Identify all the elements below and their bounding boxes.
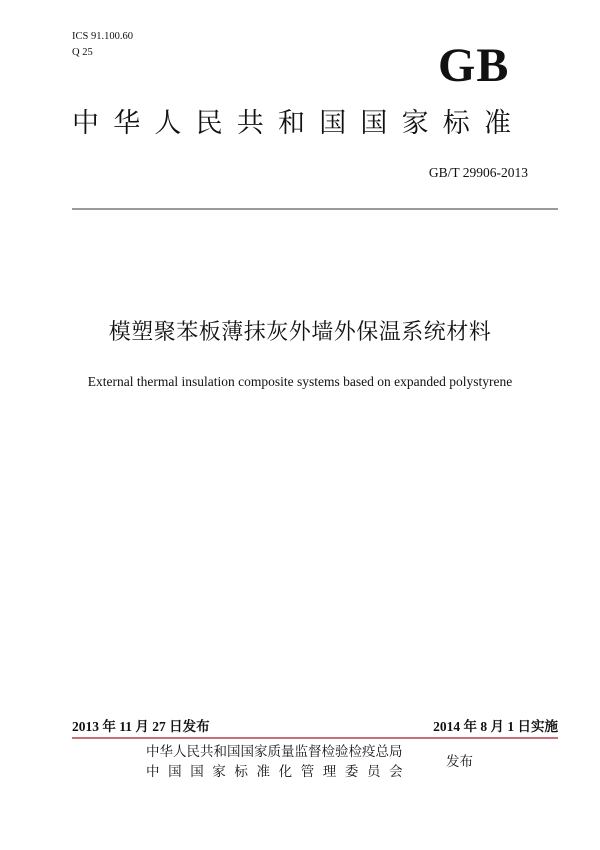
national-standard-heading: 中华人民共和国国家标准 [72,108,526,139]
standard-number: GB/T 29906-2013 [428,165,528,180]
ics-code: ICS 91.100.60 [72,31,133,42]
issuer-aqsiq: 中华人民共和国国家质量监督检验检疫总局 [146,744,403,760]
footer-divider [72,737,558,739]
issuer-sac: 中国国家标准化管理委员会 [146,764,412,780]
header-divider [72,208,558,210]
gb-logo: GB [438,39,510,92]
implementation-date: 2014 年 8 月 1 日实施 [433,719,558,734]
issue-date: 2013 年 11 月 27 日发布 [72,719,210,734]
ccs-code: Q 25 [72,47,93,58]
publish-label: 发布 [446,754,473,770]
document-title-english: External thermal insulation composite systems based on expanded polystyrene [87,374,513,389]
document-title-chinese: 模塑聚苯板薄抹灰外墙外保温系统材料 [108,320,492,345]
